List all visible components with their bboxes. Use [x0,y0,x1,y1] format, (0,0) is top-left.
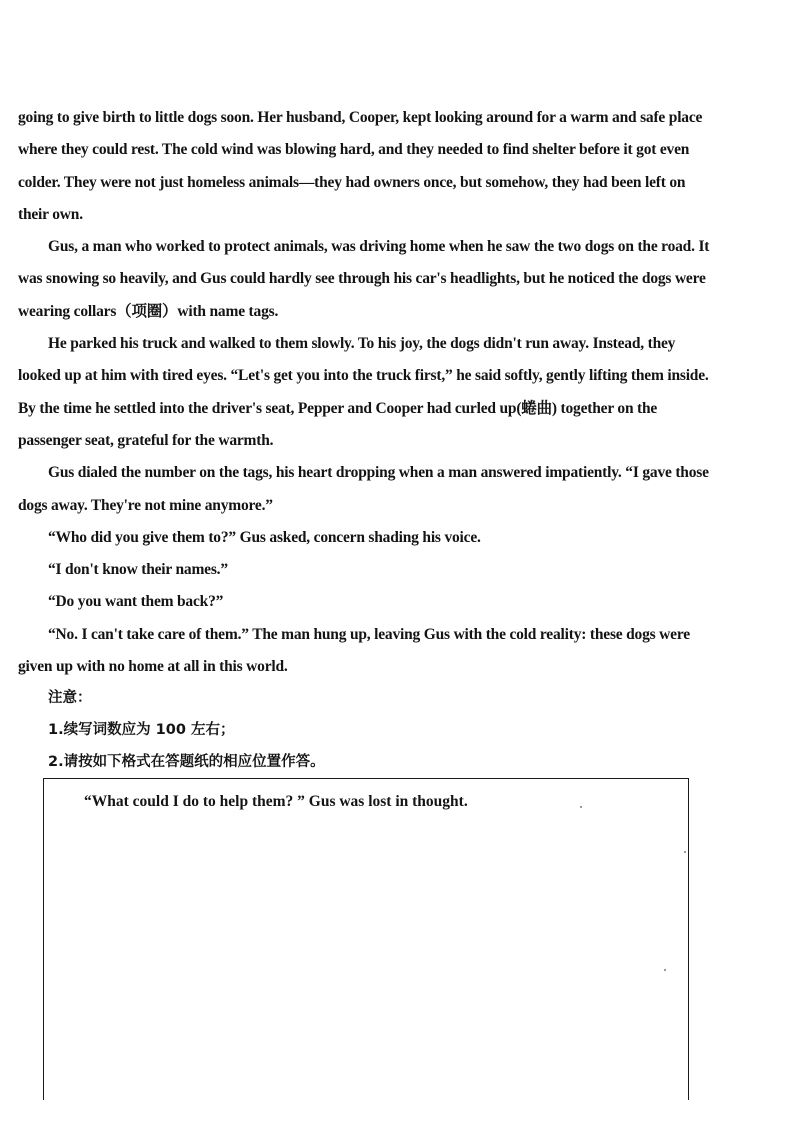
paragraph-7: “Do you want them back?” [48,593,224,611]
instruction-format: 2.请按如下格式在答题纸的相应位置作答。 [48,754,325,770]
story-passage [18,102,718,683]
paragraph-8: “No. I can't take care of them.” The man hung up, leaving Gus with the cold reality: these dogs were given up with no home at all in this world. [18,625,690,676]
paragraph-5: “Who did you give them to?” Gus asked, concern shading his voice. [48,528,481,546]
paragraph-4: Gus dialed the number on the tags, his heart dropping when a man answered impatiently. “I gave those dogs away. They're not mine anymore.” [18,464,709,514]
instructions [48,682,688,778]
paragraph-3: He parked his truck and walked to them slowly. To his joy, the dogs didn't run away. Instead, they looked up at him with tired eyes. “Let's get you into the truck first,” he said softly, gently lifting them inside. By the time he settled into the driver's seat, Pepper and Cooper had curled up(蜷曲) together on the passenger seat, grateful for the warmth. [18,335,709,449]
scan-speck [684,851,686,853]
scan-speck [664,969,666,971]
instructions-heading: 注意： [48,690,92,706]
scan-speck [580,806,582,808]
continuation-opening-line: “What could I do to help them? ” Gus was lost in thought. [84,793,468,810]
paragraph-2: Gus, a man who worked to protect animals, was driving home when he saw the two dogs on the road. It was snowing so heavily, and Gus could hardly see through his car's headlights, but he noticed the dogs were wearing collars（项圈）with name tags. [18,238,710,320]
instruction-word-count: 1.续写词数应为 100 左右； [48,722,235,738]
paragraph-1: going to give birth to little dogs soon. Her husband, Cooper, kept looking around for a warm and safe place where they could rest. The cold wind was blowing hard, and they needed to find shelter before it got even colder. They were not just homeless animals—they had owners once, but somehow, they had been left on their own. [18,109,703,223]
answer-box[interactable] [43,778,689,1100]
paragraph-6: “I don't know their names.” [48,561,228,579]
